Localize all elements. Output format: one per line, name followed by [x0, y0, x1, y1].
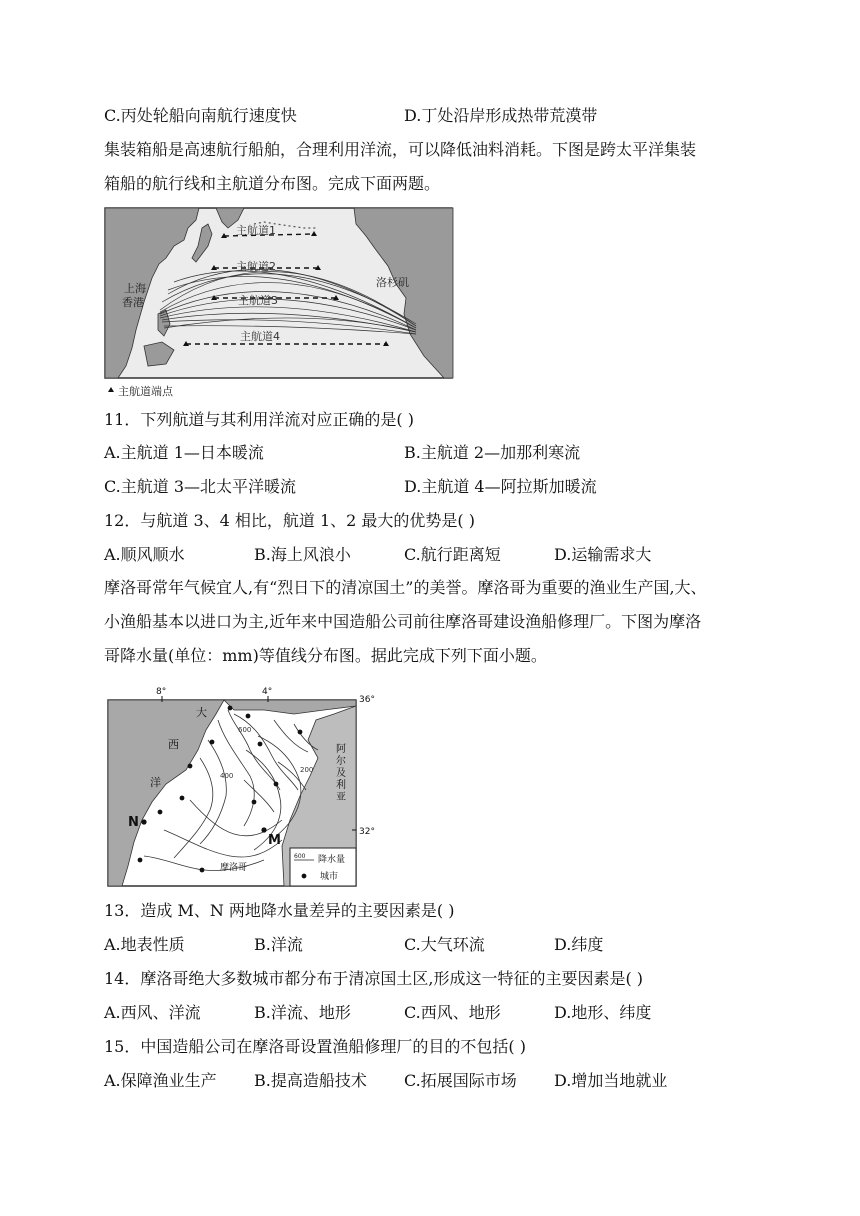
point-m-dot	[261, 827, 266, 832]
q15-option-c: C.拓展国际市场	[404, 1071, 517, 1090]
point-n-label: N	[128, 815, 139, 830]
q14-stem: 14．摩洛哥绝大多数城市都分布于清凉国土区,形成这一特征的主要因素是( )	[104, 969, 644, 988]
q13-option-a: A.地表性质	[104, 935, 185, 954]
q15-option-a: A.保障渔业生产	[104, 1071, 217, 1090]
shanghai-label: 上海	[124, 282, 146, 295]
q13-stem: 13．造成 M、N 两地降水量差异的主要因素是( )	[104, 901, 455, 920]
lon-8-label: 8°	[156, 687, 167, 697]
hongkong-label: 香港	[122, 296, 144, 309]
passage2-line3: 哥降水量(单位：mm)等值线分布图。据此完成下列下面小题。	[104, 646, 547, 665]
passage2-line2: 小渔船基本以进口为主,近年来中国造船公司前往摩洛哥建设渔船修理厂。下图为摩洛	[104, 612, 702, 631]
route4-label: 主航道4	[240, 330, 280, 343]
ocean-char-3: 洋	[150, 776, 161, 789]
q14-option-b: B.洋流、地形	[254, 1003, 351, 1022]
lon-4-label: 4°	[262, 687, 273, 697]
q14-option-c: C.西风、地形	[404, 1003, 501, 1022]
legend-endpoint-label: 主航道端点	[118, 385, 173, 398]
iso-label-200: 200	[300, 766, 314, 774]
legend-precip-label: 降水量	[318, 855, 346, 865]
route3-label: 主航道3	[238, 294, 278, 307]
lat-32-label: 32°	[359, 827, 375, 837]
q11-option-d: D.主航道 4—阿拉斯加暖流	[404, 477, 597, 496]
morocco-label: 摩洛哥	[220, 863, 248, 873]
q12-option-a: A.顺风顺水	[104, 545, 185, 564]
legend-endpoint-icon	[108, 387, 114, 392]
algeria-label	[336, 743, 346, 803]
legend-city-label: 城市	[320, 872, 339, 882]
q10-option-c: C.丙处轮船向南航行速度快	[104, 106, 297, 125]
passage1-line1: 集装箱船是高速航行船舶，合理利用洋流，可以降低油料消耗。下图是跨太平洋集装	[104, 140, 697, 159]
q14-option-d: D.地形、纬度	[554, 1003, 652, 1022]
svg-text:亚: 亚	[336, 792, 346, 803]
q13-option-c: C.大气环流	[404, 935, 485, 954]
iso-label-600: 600	[238, 726, 252, 734]
svg-text:及: 及	[336, 768, 346, 779]
precip-legend	[290, 848, 356, 886]
point-n-dot	[141, 819, 146, 824]
q11-option-a: A.主航道 1—日本暖流	[104, 443, 264, 462]
svg-text:尔: 尔	[336, 756, 346, 767]
passage2-line1: 摩洛哥常年气候宜人,有“烈日下的清凉国土”的美誉。摩洛哥为重要的渔业生产国,大、	[104, 578, 707, 597]
q11-stem: 11．下列航道与其利用洋流对应正确的是( )	[104, 410, 414, 429]
morocco-precip-svg	[104, 680, 384, 890]
route1-label: 主航道1	[236, 224, 276, 237]
q12-option-b: B.海上风浪小	[254, 545, 351, 564]
legend-city-dot	[302, 874, 307, 879]
q11-option-c: C.主航道 3—北太平洋暖流	[104, 477, 297, 496]
route2-label: 主航道2	[236, 260, 276, 273]
point-m-label: M	[268, 833, 281, 848]
q14-option-a: A.西风、洋流	[104, 1003, 201, 1022]
q12-option-d: D.运输需求大	[554, 545, 652, 564]
q15-option-d: D.增加当地就业	[554, 1071, 668, 1090]
ocean-char-2: 西	[168, 738, 179, 751]
q15-stem: 15．中国造船公司在摩洛哥设置渔船修理厂的目的不包括( )	[104, 1037, 526, 1056]
iso-label-400: 400	[220, 772, 234, 780]
pacific-routes-map	[104, 206, 454, 400]
legend-isoline-sample: 600	[294, 853, 306, 860]
q10-option-d: D.丁处沿岸形成热带荒漠带	[404, 106, 598, 125]
pacific-routes-svg	[104, 206, 454, 400]
passage1-line2: 箱船的航行线和主航道分布图。完成下面两题。	[104, 174, 441, 193]
q12-stem: 12．与航道 3、4 相比，航道 1、2 最大的优势是( )	[104, 511, 475, 530]
q15-option-b: B.提高造船技术	[254, 1071, 367, 1090]
q12-option-c: C.航行距离短	[404, 545, 501, 564]
svg-text:阿: 阿	[336, 744, 346, 755]
q13-option-b: B.洋流	[254, 935, 303, 954]
svg-text:利: 利	[336, 780, 346, 791]
losangeles-label: 洛杉矶	[376, 276, 409, 289]
q13-option-d: D.纬度	[554, 935, 604, 954]
lat-36-label: 36°	[359, 695, 375, 705]
ocean-char-1: 大	[196, 706, 207, 719]
morocco-precip-map	[104, 680, 384, 890]
q11-option-b: B.主航道 2—加那利寒流	[404, 443, 581, 462]
